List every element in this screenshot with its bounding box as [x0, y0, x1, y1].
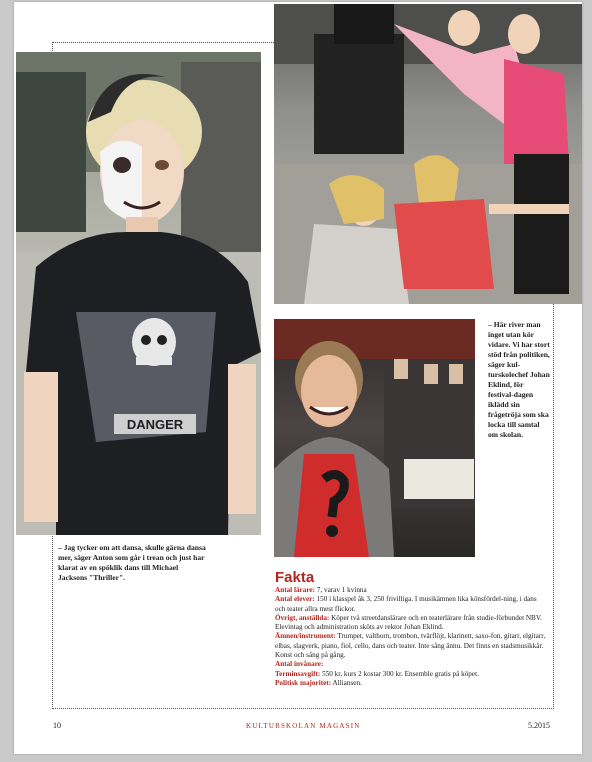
fakta-value: Köper två streetdanslärare och en teaterlärare från studie-förbundet NBV. Elevintag och administration sköts av rektor Johan Eklind.	[275, 613, 542, 632]
fakta-box	[275, 586, 547, 688]
fakta-value: 7, varav 1 kvinna	[316, 586, 367, 594]
fakta-key: Terminsavgift:	[275, 669, 321, 678]
fakta-value: 150 i klasspel åk 3, 250 frivilliga. I musikämnen lika könsfördel-ning, i dans och teater allra mest flickor.	[275, 595, 537, 613]
photo-girls-illustration	[274, 4, 582, 304]
photo-principal	[274, 319, 475, 557]
fakta-key: Övrigt, anställda:	[275, 613, 330, 622]
tshirt-text: DANGER	[126, 417, 184, 432]
fakta-value: Alliansen.	[332, 678, 362, 687]
fakta-row	[275, 586, 547, 595]
fakta-key: Antal invånare:	[275, 660, 324, 669]
fakta-row	[275, 614, 547, 633]
photo-boy-illustration	[16, 52, 261, 535]
photo-boy-facepaint	[16, 52, 261, 535]
fakta-value: 550 kr, kurs 2 kostar 300 kr. Ensemble gratis på köpet.	[322, 669, 479, 678]
fakta-value: Trumpet, valthorn, trombon, tvärflöjt, klarinett, saxo-fon, gitarr, elgitarr, elbas, slagverk, piano, fiol, cello, dans och teater. Inte sång ännu. Det finns en stadsmusikkår. Konst och sång på gång.	[275, 632, 546, 660]
fakta-key: Antal elever:	[275, 595, 315, 604]
caption-boy: – Jag tycker om att dansa, skulle gärna dansa mer, säger Anton som går i trean och just har klarat av en spöklik dans till Michael Jacksons "Thriller".	[58, 543, 206, 582]
photo-principal-illustration	[274, 319, 475, 557]
fakta-row	[275, 632, 547, 660]
caption-principal: – Här river man inget utan kör vidare. Vi har stort stöd från politiken, säger kul-turskolechef Johan Eklind, för festival-dagen iklädd sin frågetröja som ska locka till samtal om skolan.	[488, 320, 550, 439]
photo-girls-dancing	[274, 4, 582, 304]
page-number: 10	[53, 721, 61, 730]
fakta-key: Ämnen/instrument:	[275, 632, 336, 641]
fakta-key: Antal lärare:	[275, 586, 315, 594]
fakta-row	[275, 595, 547, 614]
fakta-key: Politisk majoritet:	[275, 678, 332, 687]
fakta-row	[275, 660, 547, 669]
fakta-title: Fakta	[275, 569, 315, 586]
issue-label: 5.2015	[528, 721, 550, 730]
fakta-row	[275, 670, 547, 679]
fakta-row	[275, 679, 547, 688]
magazine-name: KULTURSKOLAN MAGASIN	[246, 722, 361, 730]
